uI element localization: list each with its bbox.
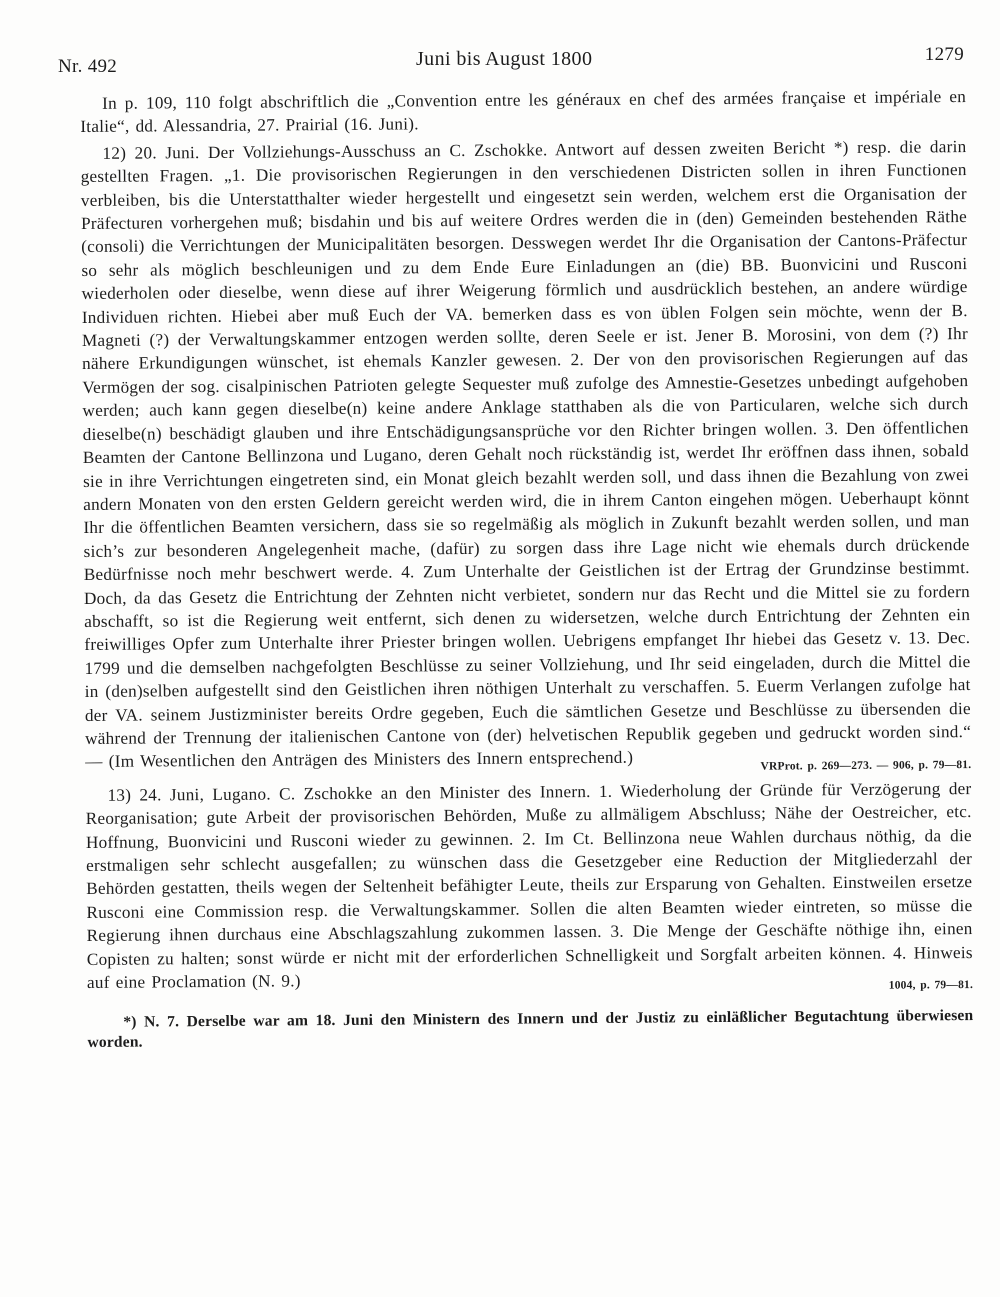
footnote	[87, 1006, 973, 1053]
running-title: Juni bis August 1800	[416, 48, 593, 70]
footnote-text: Derselbe war am 18. Juni den Ministern des Innern und der Justiz zu einläßlicher Begutachtung überwiesen worden.	[87, 1007, 974, 1052]
page-body	[80, 85, 974, 1053]
footnote-marker: *) N. 7.	[123, 1013, 180, 1032]
page-header	[58, 44, 964, 80]
paragraph-entry-13: 13) 24. Juni, Lugano. C. Zschokke an den Minister des Innern. 1. Wiederholung der Gründe für Verzögerung der Reorganisation; gute Arbeit der provisorischen Behörden, Muße zu allmäligem Abschluss; Nähe der Oestreicher, etc. Hoffnung, Buonvicini und Rusconi wieder zu gewinnen. 2. Im Ct. Bellinzona neue Wahlen durchaus nöthig, da die erstmaligen sehr schlecht ausgefallen; zu wünschen dass die Gesetzgeber eine Reduction der Mitgliederzahl der Behörden gestatten, theils wegen der Seltenheit befähigter Leute, theils zur Ersparung von Gehalten. Einstweilen ersetze Rusconi eine Commission resp. die Verwaltungskammer. Sollen die alten Beamten wieder eintreten, so müsse die Regierung ihnen durchaus eine Abschlagszahlung zukommen lassen. 3. Die Menge der Geschäfte nöthige ihn, einen Copisten zu halten; sonst würde er nicht mit der erforderlichen Schnelligkeit und Sorgfalt arbeiten können. 4. Hinweis auf eine Proclamation (N. 9.)	[85, 778, 973, 993]
page-number: 1279	[924, 44, 964, 65]
paragraph-convention-note: In p. 109, 110 folgt abschriftlich die „Convention entre les généraux en chef des armées française et impériale en Italie“, dd. Alessandria, 27. Prairial (16. Juni).	[80, 87, 967, 137]
source-reference-12: VRProt. p. 269—273. — 906, p. 79—81.	[760, 758, 972, 773]
paragraph-entry-12: 12) 20. Juni. Der Vollziehungs-Ausschuss an C. Zschokke. Antwort auf dessen zweiten Bericht *) resp. die darin gestellten Fragen. „1. Die provisorischen Regierungen in den verschiedenen Districten sollen in ihren Functionen verbleiben, bis die Unterstatthalter wieder hergestellt und eingesetzt sein werden, welchem erst die Organisation der Präfecturen vorhergehen muß; bisdahin und bis auf weitere Ordres werden die in (den) Gemeinden bestehenden Räthe (consoli) die Verrichtungen der Municipalitäten besorgen. Desswegen werdet Ihr die Organisation der Cantons-Präfectur so sehr als möglich beschleunigen und zu dem Ende Eure Einladungen an (die) BB. Buonvicini und Rusconi wiederholen oder dieselbe, wenn diese auf ihrer Weigerung förmlich und ausdrücklich bestehen, an andere würdige Individuen richten. Hiebei aber muß Euch der VA. bemerken dass es von üblen Folgen sein möchte, wenn der B. Magneti (?) der Verwaltungskammer entzogen werden sollte, deren Seele er ist. Jener B. Morosini, von dem (?) Ihr nähere Erkundigungen wünschet, ist ehemals Kanzler gewesen. 2. Der von den provisorischen Regierungen auf das Vermögen der sog. cisalpinischen Patrioten gelegte Sequester muß zufolge des Amnestie-Gesetzes unbedingt aufgehoben werden; auch kann gegen dieselbe(n) keine andere Anklage statthaben als die von Particularen, welche sich durch dieselbe(n) beschädigt glauben und ihre Entschädigungsansprüche vor den Richter bringen wollen. 3. Den öffentlichen Beamten der Cantone Bellinzona und Lugano, deren Gehalt noch rückständig ist, werdet Ihr eröffnen dass ihnen, sobald sie in ihre Verrichtungen eingetreten sind, ein Monat gleich bezahlt werden soll, und dass ihnen die Bezahlung von zwei andern Monaten von den ersten Geldern gereicht werden wird, die in ihrem Canton eingehen mögen. Ueberhaupt könnt Ihr die öffentlichen Beamten versichern, dass sie so regelmäßig als möglich in Zukunft bezahlt werden sollen, und man sich’s zur besonderen Angelegenheit mache, (dafür) zu sorgen dass ihre Lage nicht wie ehemals durch drückende Bedürfnisse noch mehr beschwert werde. 4. Zum Unterhalte der Geistlichen ist der Ertrag der Grundzinse bestimmt. Doch, da das Gesetz die Entrichtung der Zehnten nicht verbietet, sondern nur das Recht und die Mittel sie zu fordern abschafft, so ist die Regierung weit entfernt, sich denen zu widersetzen, welche durch Entrichtung der Zehnten ein freiwilliges Opfer zum Unterhalte ihrer Priester bringen wollen. Uebrigens empfanget Ihr hiebei das Gesetz v. 13. Dec. 1799 und die demselben nachgefolgten Beschlüsse zu seiner Vollziehung, und Ihr seid eingeladen, durch die Mittel die in (den)selben aufgestellt sind den Geistlichen ihren nöthigen Unterhalt zu verschaffen. 5. Euerm Verlangen zufolge hat der VA. seinem Justizminister bereits Ordre gegeben, Euch die sämtlichen Gesetze und Beschlüsse zu übersenden die während der Trennung der italienischen Cantone von (der) helvetischen Republik gegeben und gedruckt worden sind.“ — (Im Wesentlichen den Anträgen des Ministers des Innern entsprechend.)	[80, 136, 972, 772]
document-number: Nr. 492	[58, 56, 118, 77]
source-reference-13: 1004, p. 79—81.	[888, 979, 974, 993]
